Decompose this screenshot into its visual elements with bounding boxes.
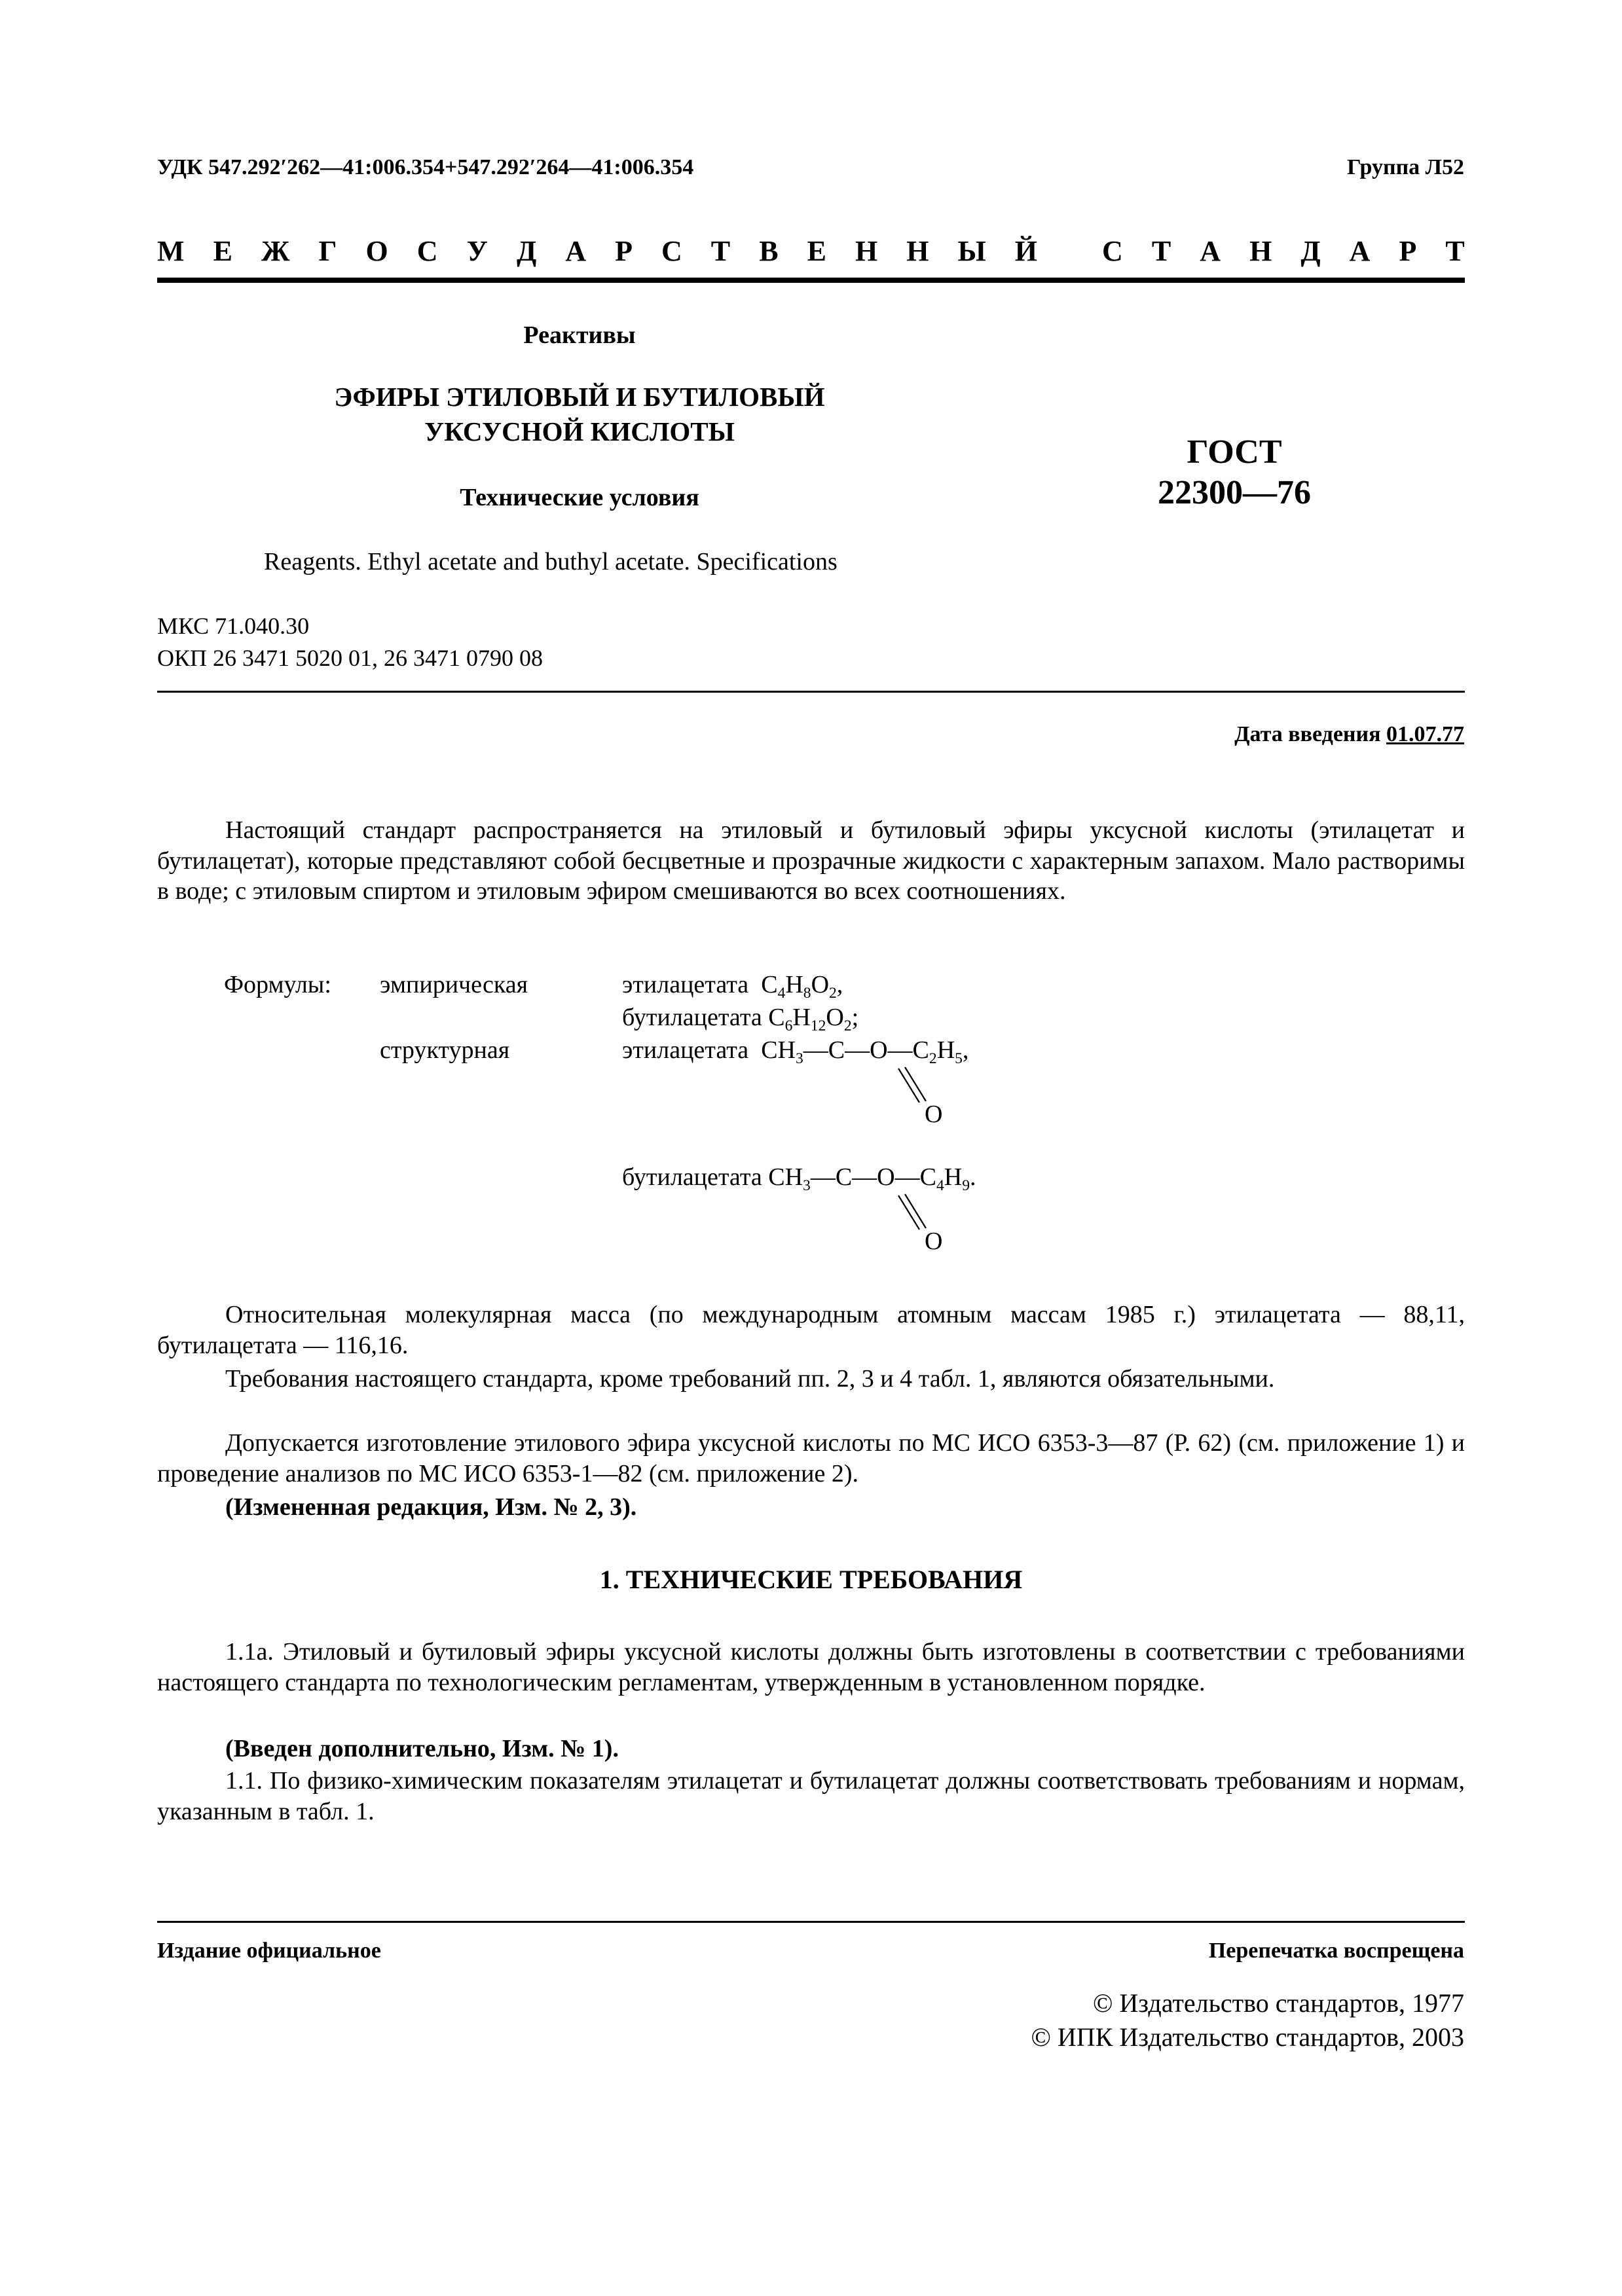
empirical-ethyl: этилацетата $C_4H_8O_2$, bbox=[622, 971, 843, 1002]
copyright-block bbox=[1031, 1986, 1464, 2054]
empirical-label: эмпирическая bbox=[380, 971, 528, 998]
classification-codes bbox=[157, 610, 543, 674]
ethyl-name: этилацетата bbox=[622, 971, 749, 998]
udk-code: УДК 547.292′262—41:006.354+547.292′264—41:006.354 bbox=[157, 155, 694, 179]
date-value: 01.07.77 bbox=[1386, 722, 1464, 746]
structural-ethyl: этилацетата $CH_3—C—O—C_2H_5$, bbox=[622, 1036, 969, 1068]
gost-label: ГОСТ bbox=[1187, 433, 1282, 471]
introduction-date bbox=[1234, 721, 1464, 748]
butyl-name-structural: бутилацетата bbox=[622, 1163, 762, 1191]
reprint-notice: Перепечатка воспрещена bbox=[1208, 1939, 1464, 1963]
gost-designation bbox=[1133, 432, 1336, 514]
oxygen-butyl: O bbox=[925, 1228, 943, 1255]
footer-rule bbox=[157, 1921, 1465, 1923]
title-line-1: ЭФИРЫ ЭТИЛОВЫЙ И БУТИЛОВЫЙ bbox=[334, 382, 825, 412]
amendment-note: (Измененная редакция, Изм. № 2, 3). bbox=[225, 1493, 637, 1521]
empirical-butyl: бутилацетата $C_6H_{12}O_2$; bbox=[622, 1004, 859, 1035]
gost-number: 22300—76 bbox=[1158, 474, 1311, 512]
copyright-2003: © ИПК Издательство стандартов, 2003 bbox=[1031, 2022, 1464, 2052]
oxygen-ethyl: O bbox=[925, 1101, 943, 1128]
requirements-paragraph: Требования настоящего стандарта, кроме требований пп. 2, 3 и 4 табл. 1, являются обязательными. bbox=[225, 1365, 1275, 1393]
copyright-1977: © Издательство стандартов, 1977 bbox=[1092, 1988, 1464, 2018]
header-rule bbox=[157, 691, 1465, 693]
section-title: 1. ТЕХНИЧЕСКИЕ ТРЕБОВАНИЯ bbox=[599, 1565, 1023, 1594]
document-title bbox=[157, 380, 1002, 450]
structural-butyl: бутилацетата $CH_3—C—O—C_4H_9$. bbox=[622, 1163, 976, 1195]
group-code: Группа Л52 bbox=[1347, 155, 1464, 179]
intro-paragraph: Настоящий стандарт распространяется на этиловый и бутиловый эфиры уксусной кислоты (этилацетат и бутилацетат), которые представляют собой бесцветные и прозрачные жидкости с характерным запахом. Мало растворимы в воде; с этиловым спиртом и этиловым эфиром смешиваются во всех соотношениях. bbox=[157, 816, 1465, 905]
formulas-label: Формулы: bbox=[224, 971, 331, 998]
allowed-paragraph: Допускается изготовление этилового эфира уксусной кислоты по МС ИСО 6353-3—87 (Р. 62) (см. приложение 1) и проведение анализов по МС ИСО 6353-1—82 (см. приложение 2). bbox=[157, 1429, 1465, 1487]
okp-code: ОКП 26 3471 5020 01, 26 3471 0790 08 bbox=[157, 644, 544, 671]
official-edition: Издание официальное bbox=[157, 1939, 381, 1963]
mks-code: МКС 71.040.30 bbox=[157, 613, 310, 639]
document-subtitle: Технические условия bbox=[460, 484, 699, 511]
clause-1-1a: 1.1а. Этиловый и бутиловый эфиры уксусной кислоты должны быть изготовлены в соответствии с требованиями настоящего стандарта по технологическим регламентам, утвержденным в установленном порядке. bbox=[157, 1638, 1465, 1696]
title-line-2: УКСУСНОЙ КИСЛОТЫ bbox=[424, 416, 735, 447]
english-title: Reagents. Ethyl acetate and buthyl acetate. Specifications bbox=[264, 548, 838, 575]
butyl-name: бутилацетата bbox=[622, 1004, 762, 1031]
structural-label: структурная bbox=[380, 1036, 510, 1064]
category-heading: Реактивы bbox=[523, 321, 636, 349]
addition-note: (Введен дополнительно, Изм. № 1). bbox=[225, 1735, 619, 1762]
ethyl-name-structural: этилацетата bbox=[622, 1036, 749, 1064]
clause-1-1: 1.1. По физико-химическим показателям этилацетат и бутилацетат должны соответствовать требованиям и нормам, указанным в табл. 1. bbox=[157, 1767, 1465, 1825]
standard-banner: М Е Ж Г О С У Д А Р С Т В Е Н Н Ы Й С Т А Н Д А Р Т bbox=[157, 235, 1465, 267]
banner-rule bbox=[157, 278, 1465, 283]
molar-mass-paragraph: Относительная молекулярная масса (по международным атомным массам 1985 г.) этилацетата — 88,11, бутилацетата — 116,16. bbox=[157, 1301, 1465, 1359]
date-label: Дата введения bbox=[1234, 722, 1381, 746]
